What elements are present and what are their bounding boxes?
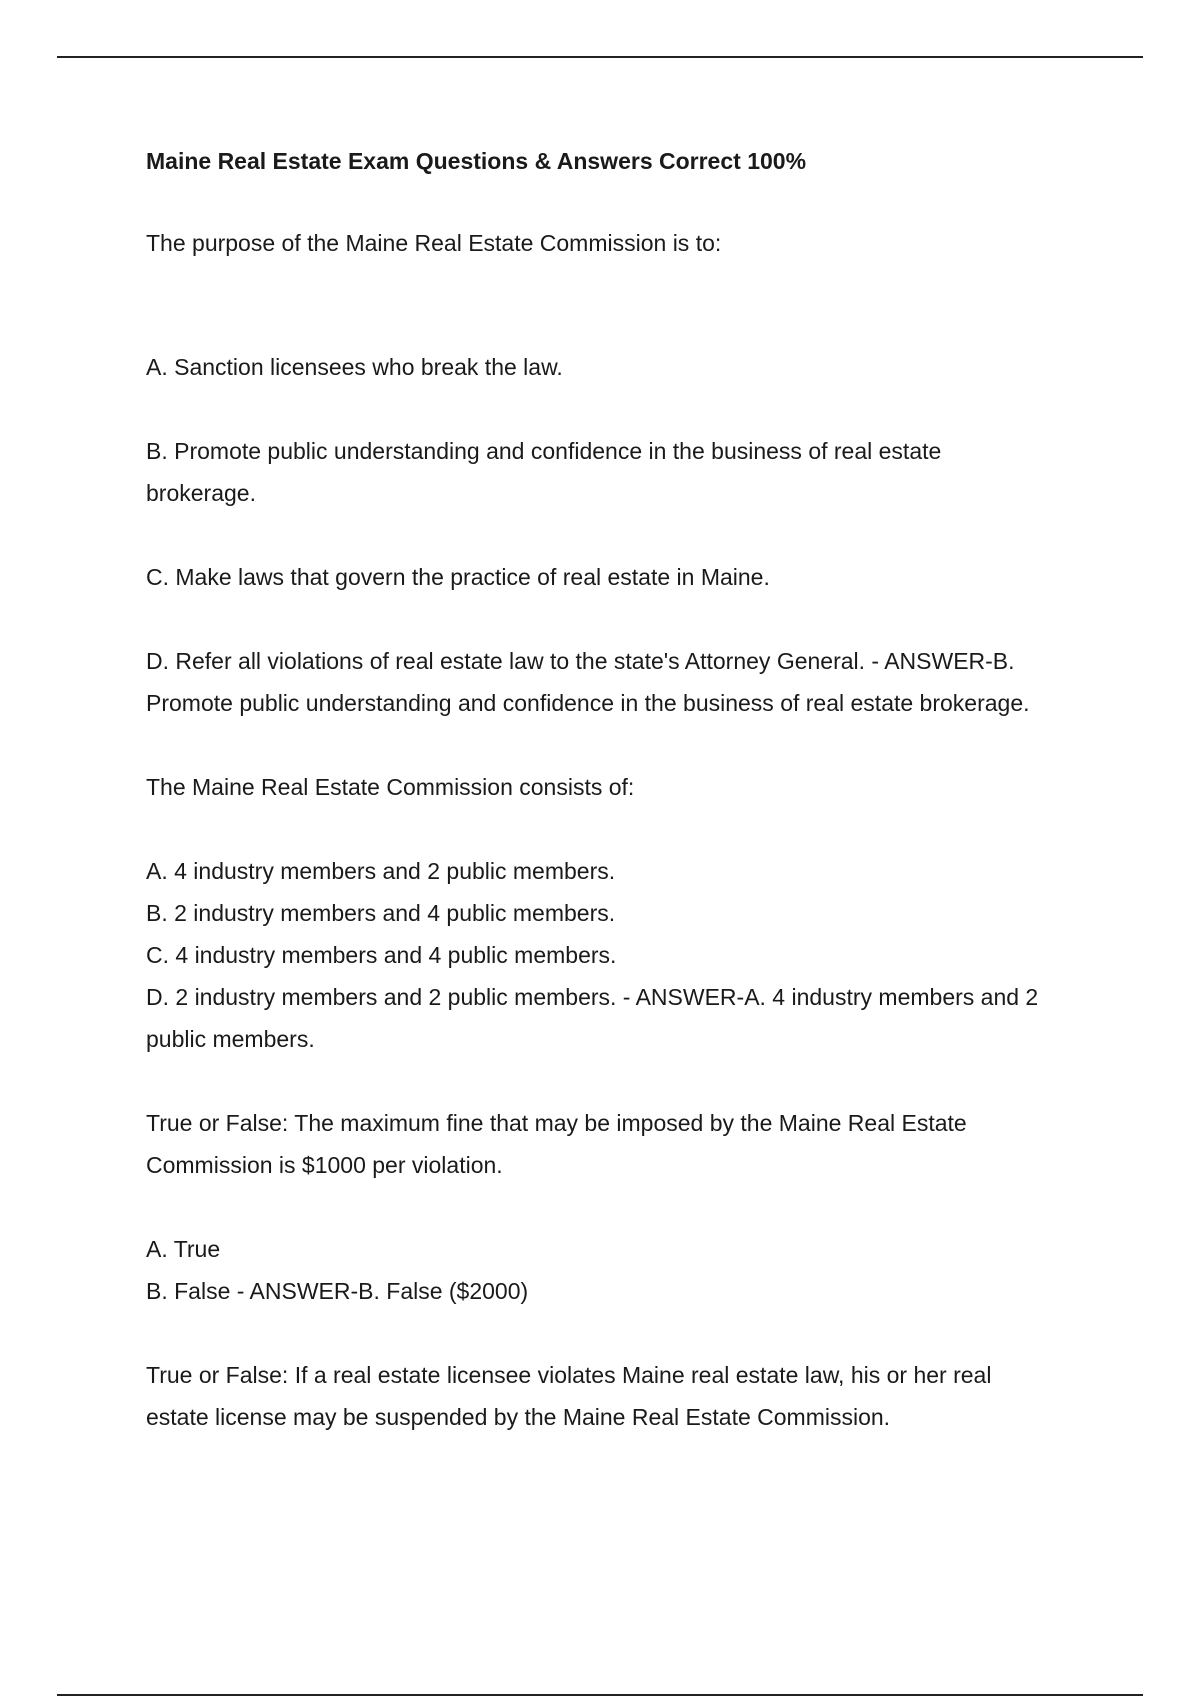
question-1-option-d-answer: D. Refer all violations of real estate law to the state's Attorney General. - ANSWER-B. Promote public understanding and confidence in the business of real estate brokerage. (146, 648, 1030, 716)
question-2-option-a: A. 4 industry members and 2 public members. (146, 858, 616, 884)
question-1-stem: The purpose of the Maine Real Estate Commission is to: (146, 230, 722, 256)
footer-rule (57, 1694, 1143, 1696)
document-title: Maine Real Estate Exam Questions & Answers Correct 100% (146, 148, 807, 174)
question-2-option-c: C. 4 industry members and 4 public members. (146, 942, 617, 968)
question-2-stem: The Maine Real Estate Commission consists of: (146, 774, 635, 800)
question-3-option-a: A. True (146, 1236, 221, 1262)
question-3-stem: True or False: The maximum fine that may be imposed by the Maine Real Estate Commission is $1000 per violation. (146, 1110, 967, 1178)
question-4-stem: True or False: If a real estate licensee violates Maine real estate law, his or her real estate license may be suspended by the Maine Real Estate Commission. (146, 1362, 992, 1430)
question-2-option-d-answer: D. 2 industry members and 2 public members. - ANSWER-A. 4 industry members and 2 public members. (146, 984, 1039, 1052)
header-rule (57, 56, 1143, 58)
question-1-option-b: B. Promote public understanding and confidence in the business of real estate brokerage. (146, 438, 942, 506)
question-2-option-b: B. 2 industry members and 4 public members. (146, 900, 616, 926)
question-1-option-a: A. Sanction licensees who break the law. (146, 354, 563, 380)
document-body (146, 140, 1096, 1438)
question-3-option-b-answer: B. False - ANSWER-B. False ($2000) (146, 1278, 529, 1304)
question-1-option-c: C. Make laws that govern the practice of real estate in Maine. (146, 564, 770, 590)
